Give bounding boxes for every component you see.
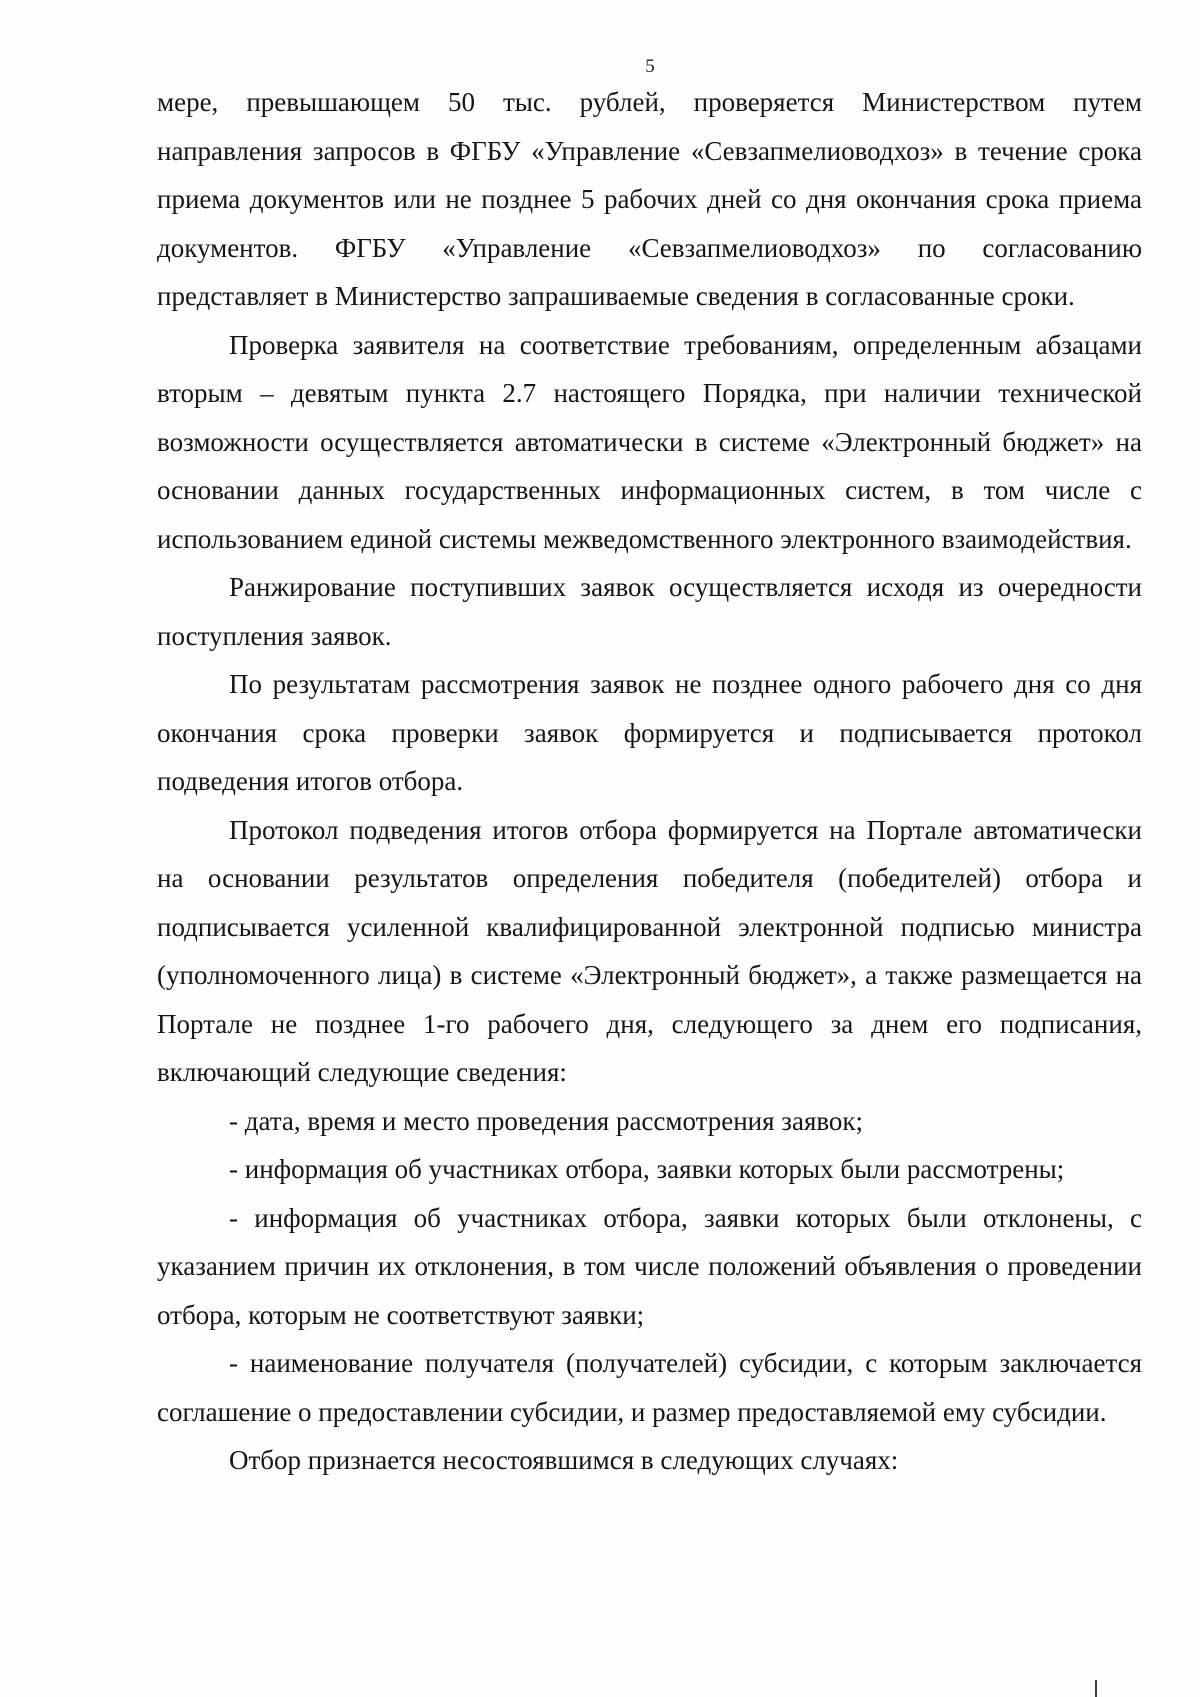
page-number: 5 (645, 56, 655, 77)
document-body (157, 78, 1142, 1485)
paragraph: мере, превышающем 50 тыс. рублей, проверяется Министерством путем направления запросов в ФГБУ «Управление «Севзапмелиоводхоз» в течение срока приема документов или не позднее 5 рабочих дней со дня окончания срока приема документов. ФГБУ «Управление «Севзапмелиоводхоз» по согласованию представляет в Министерство запрашиваемые сведения в согласованные сроки. (157, 87, 1142, 311)
paragraph: Протокол подведения итогов отбора формируется на Портале автоматически на основании результатов определения победителя (победителей) отбора и подписывается усиленной квалифицированной электронной подписью министра (уполномоченного лица) в системе «Электронный бюджет», а также размещается на Портале не позднее 1-го рабочего дня, следующего за днем его подписания, включающий следующие сведения: (157, 814, 1142, 1087)
list-item: - информация об участниках отбора, заявки которых были рассмотрены; (229, 1154, 1065, 1184)
scan-mark (1095, 1680, 1097, 1697)
paragraph: Отбор признается несостоявшимся в следующих случаях: (229, 1445, 899, 1475)
list-item: - дата, время и место проведения рассмотрения заявок; (229, 1105, 864, 1136)
list-item: - наименование получателя (получателей) субсидии, с которым заключается соглашение о предоставлении субсидии, и размер предоставляемой ему субсидии. (157, 1348, 1142, 1427)
list-item: - информация об участниках отбора, заявки которых были отклонены, с указанием причин их отклонения, в том числе положений объявления о проведении отбора, которым не соответствуют заявки; (157, 1202, 1142, 1330)
paragraph: Ранжирование поступивших заявок осуществляется исходя из очередности поступления заявок. (157, 572, 1142, 651)
paragraph: Проверка заявителя на соответствие требованиям, определенным абзацами вторым – девятым пункта 2.7 настоящего Порядка, при наличии технической возможности осуществляется автоматически в системе «Электронный бюджет» на основании данных государственных информационных систем, в том числе с использованием единой системы межведомственного электронного взаимодействия. (157, 329, 1142, 554)
paragraph: По результатам рассмотрения заявок не позднее одного рабочего дня со дня окончания срока проверки заявок формируется и подписывается протокол подведения итогов отбора. (157, 669, 1142, 796)
